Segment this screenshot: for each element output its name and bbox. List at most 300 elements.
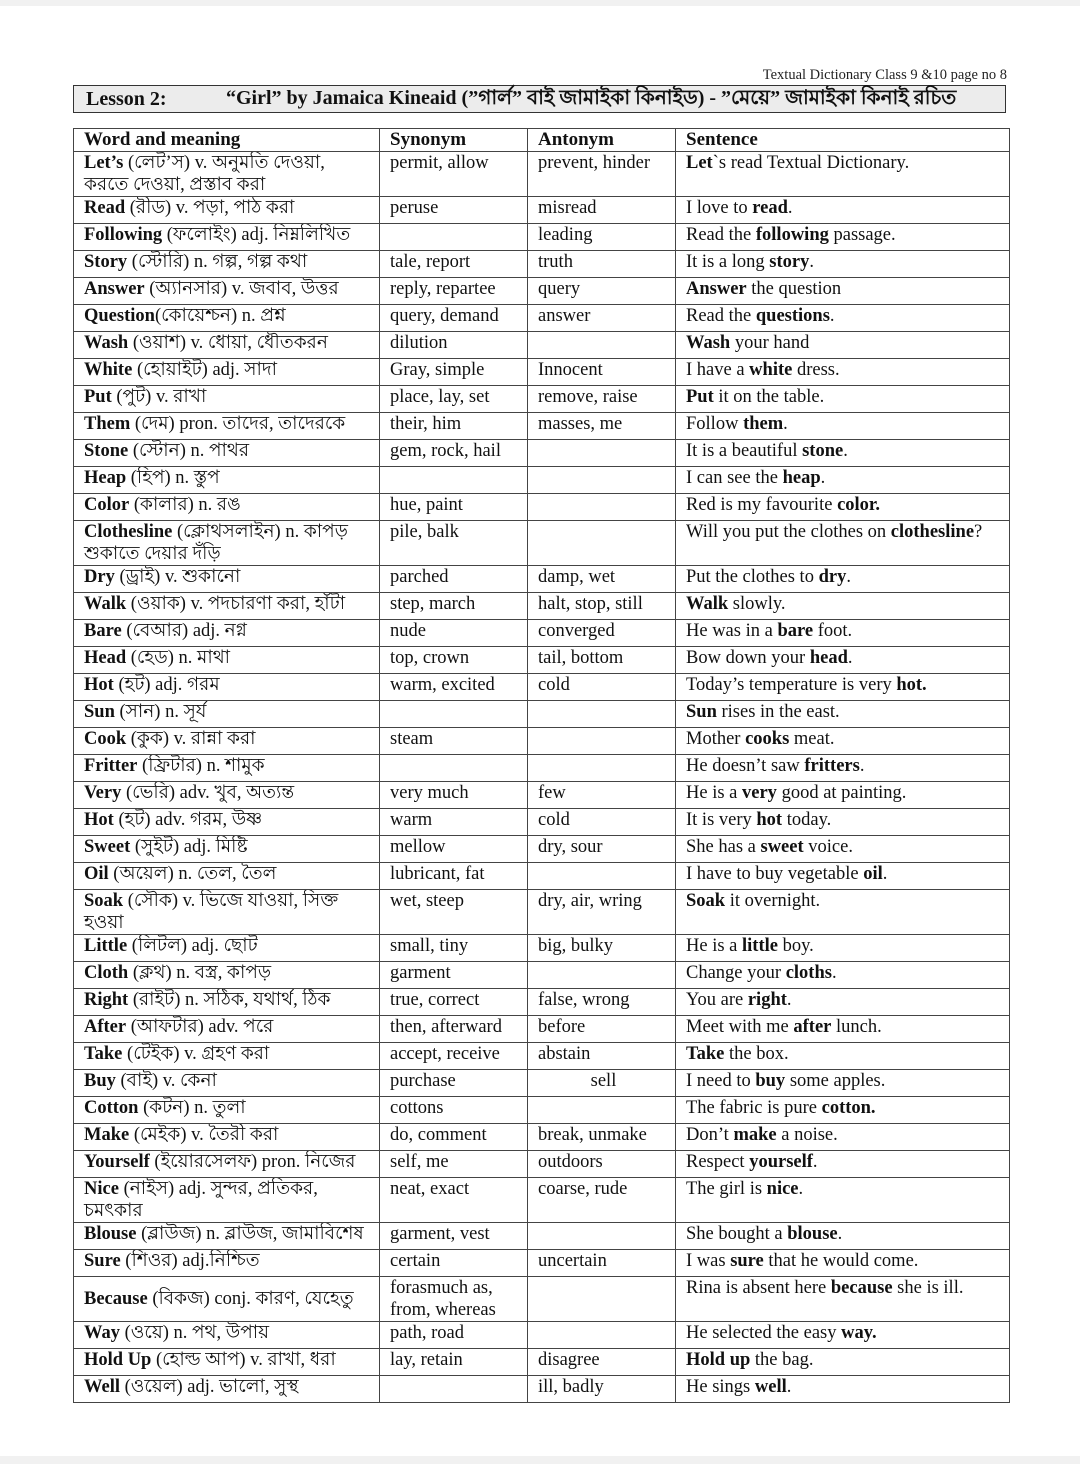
sentence-cell [676, 152, 1010, 197]
header-word-meaning: Word and meaning [74, 129, 380, 152]
word-meaning-cell [74, 359, 380, 386]
sentence-text: I have to buy vegetable [686, 864, 864, 884]
sentence-text: it on the table. [713, 387, 825, 407]
synonym-cell: do, comment [380, 1124, 528, 1151]
sentence-cell [676, 1349, 1010, 1376]
sentence-keyword: dry [818, 567, 847, 587]
word-meaning-cell [74, 593, 380, 620]
sentence-cell [676, 521, 1010, 566]
word-meaning-cell [74, 890, 380, 935]
word-meaning-cell [74, 809, 380, 836]
meaning: (টেইক) v. গ্রহণ করা [122, 1044, 270, 1064]
sentence-cell [676, 647, 1010, 674]
sentence-keyword: hot. [896, 675, 927, 695]
word: Color [84, 495, 130, 515]
sentence-text: . [829, 306, 835, 326]
word-meaning-cell [74, 197, 380, 224]
word: Very [84, 783, 122, 803]
meaning: (রীড) v. পড়া, পাঠ করা [125, 198, 295, 218]
synonym-cell [380, 224, 528, 251]
sentence-cell [676, 1043, 1010, 1070]
antonym-cell: prevent, hinder [528, 152, 676, 197]
word: Wash [84, 333, 129, 353]
table-row [74, 647, 1010, 674]
table-row [74, 251, 1010, 278]
word: Sure [84, 1251, 121, 1271]
sentence-keyword: Take [686, 1044, 725, 1064]
sentence-cell [676, 305, 1010, 332]
word-meaning-cell [74, 962, 380, 989]
table-row [74, 1016, 1010, 1043]
sentence-text: Follow [686, 414, 744, 434]
sentence-cell [676, 674, 1010, 701]
meaning: (ওয়াক) v. পদচারণা করা, হাঁটা [126, 594, 346, 614]
word-meaning-cell [74, 863, 380, 890]
antonym-cell [528, 1322, 676, 1349]
antonym-cell: converged [528, 620, 676, 647]
sentence-text: slowly. [728, 594, 786, 614]
word: Sun [84, 702, 115, 722]
sentence-text: She has a [686, 837, 761, 857]
antonym-cell [528, 1223, 676, 1250]
word: Blouse [84, 1224, 137, 1244]
sentence-keyword: cloths [785, 963, 832, 983]
sentence-text: good at painting. [776, 783, 907, 803]
table-row [74, 566, 1010, 593]
table-row [74, 620, 1010, 647]
meaning: (আফটার) adv. পরে [126, 1017, 274, 1037]
table-row [74, 440, 1010, 467]
sentence-cell [676, 836, 1010, 863]
antonym-cell [528, 332, 676, 359]
sentence-text: It is a beautiful [686, 441, 803, 461]
table-row [74, 386, 1010, 413]
word: Stone [84, 441, 129, 461]
table-row [74, 1097, 1010, 1124]
sentence-keyword: bare [777, 621, 814, 641]
sentence-text: . [787, 198, 793, 218]
antonym-cell [528, 521, 676, 566]
sentence-cell [676, 755, 1010, 782]
antonym-cell: coarse, rude [528, 1178, 676, 1223]
sentence-cell [676, 620, 1010, 647]
sentence-cell [676, 251, 1010, 278]
word: After [84, 1017, 127, 1037]
word: Nice [84, 1179, 119, 1199]
antonym-cell: damp, wet [528, 566, 676, 593]
sentence-keyword: very [742, 783, 777, 803]
antonym-cell: query [528, 278, 676, 305]
antonym-cell: misread [528, 197, 676, 224]
word: Oil [84, 864, 109, 884]
header-sentence: Sentence [676, 129, 1010, 152]
sentence-cell [676, 1124, 1010, 1151]
sentence-text: Bow down your [686, 648, 810, 668]
sentence-cell [676, 566, 1010, 593]
synonym-cell [380, 755, 528, 782]
meaning: (দেম) pron. তাদের, তাদেরকে [130, 414, 346, 434]
table-row [74, 413, 1010, 440]
sentence-text: . [843, 441, 848, 461]
synonym-cell: lubricant, fat [380, 863, 528, 890]
sentence-text: I need to [686, 1071, 756, 1091]
sentence-text: meat. [789, 729, 835, 749]
sentence-keyword: Soak [686, 891, 726, 911]
sentence-keyword: questions [755, 306, 830, 326]
sentence-text: Read the [686, 225, 756, 245]
word-meaning-cell [74, 1277, 380, 1322]
sentence-cell [676, 593, 1010, 620]
top-margin-band [0, 0, 1080, 6]
word-meaning-cell [74, 701, 380, 728]
word-meaning-cell [74, 935, 380, 962]
sentence-text: Red is my favourite [686, 495, 838, 515]
word-meaning-cell [74, 224, 380, 251]
sentence-text: she is ill. [892, 1278, 964, 1298]
sentence-text: The girl is [686, 1179, 767, 1199]
meaning: (ইয়োরসেলফ) pron. নিজের [149, 1152, 356, 1172]
sentence-cell [676, 413, 1010, 440]
table-row [74, 674, 1010, 701]
word: Following [84, 225, 163, 245]
sentence-keyword: head [809, 648, 848, 668]
sentence-cell [676, 224, 1010, 251]
synonym-cell: steam [380, 728, 528, 755]
meaning: (অ্যানসার) v. জবাব, উত্তর [144, 279, 339, 299]
sentence-text: He doesn’t saw [686, 756, 805, 776]
sentence-text: Today’s temperature is very [686, 675, 897, 695]
table-row [74, 1376, 1010, 1403]
table-row [74, 809, 1010, 836]
sentence-keyword: them [743, 414, 784, 434]
table-row [74, 359, 1010, 386]
sentence-text: . [831, 963, 837, 983]
word: Story [84, 252, 128, 272]
sentence-cell [676, 1277, 1010, 1322]
sentence-text: He sings [686, 1377, 755, 1397]
word-meaning-cell [74, 1016, 380, 1043]
word-meaning-cell [74, 1124, 380, 1151]
sentence-keyword: oil [863, 864, 883, 884]
meaning: (নাইস) adj. সুন্দর, প্রতিকর, চমৎকার [84, 1179, 318, 1221]
meaning: (সুইট) adj. মিষ্টি [130, 837, 248, 857]
word-meaning-cell [74, 647, 380, 674]
sentence-text: . [786, 1377, 792, 1397]
sentence-text: I have a [686, 360, 750, 380]
word-meaning-cell [74, 1070, 380, 1097]
meaning: (ফ্রিটার) n. শামুক [137, 756, 265, 776]
meaning: (পুট) v. রাখা [111, 387, 207, 407]
word-meaning-cell [74, 674, 380, 701]
synonym-cell: their, him [380, 413, 528, 440]
word: Clothesline [84, 522, 173, 542]
antonym-cell: abstain [528, 1043, 676, 1070]
word: Cotton [84, 1098, 139, 1118]
sentence-text: ? [974, 522, 983, 542]
word: Head [84, 648, 127, 668]
antonym-cell: outdoors [528, 1151, 676, 1178]
word: Dry [84, 567, 115, 587]
sentence-keyword: Let [686, 153, 713, 173]
antonym-cell: disagree [528, 1349, 676, 1376]
synonym-cell: dilution [380, 332, 528, 359]
sentence-text: a noise. [776, 1125, 838, 1145]
sentence-keyword: Walk [686, 594, 729, 614]
word-meaning-cell [74, 1151, 380, 1178]
sentence-text: . [786, 990, 792, 1010]
antonym-cell [528, 863, 676, 890]
antonym-cell: big, bulky [528, 935, 676, 962]
antonym-cell: uncertain [528, 1250, 676, 1277]
word: Hold Up [84, 1350, 152, 1370]
header-synonym: Synonym [380, 129, 528, 152]
synonym-cell: pile, balk [380, 521, 528, 566]
sentence-cell [676, 1151, 1010, 1178]
sentence-text: He selected the easy [686, 1323, 842, 1343]
antonym-cell [528, 1097, 676, 1124]
sentence-text: . [847, 648, 853, 668]
word: Question [84, 306, 155, 326]
table-row [74, 278, 1010, 305]
meaning: (সৌক) v. ভিজে যাওয়া, সিক্ত হওয়া [84, 891, 339, 933]
word-meaning-cell [74, 1223, 380, 1250]
sentence-text: I love to [686, 198, 753, 218]
meaning: (কটন) n. তুলা [138, 1098, 246, 1118]
meaning: (ভেরি) adv. খুব, অত্যন্ত [121, 783, 295, 803]
table-row [74, 782, 1010, 809]
synonym-cell [380, 467, 528, 494]
sentence-keyword: blouse [787, 1224, 838, 1244]
word-meaning-cell [74, 728, 380, 755]
word: Answer [84, 279, 145, 299]
sentence-cell [676, 386, 1010, 413]
antonym-cell [528, 728, 676, 755]
table-header [74, 129, 1010, 152]
word-meaning-cell [74, 440, 380, 467]
sentence-cell [676, 782, 1010, 809]
table-row [74, 863, 1010, 890]
antonym-cell [528, 701, 676, 728]
word: Buy [84, 1071, 116, 1091]
meaning: (ওয়াশ) v. ধোয়া, ধৌতকরন [128, 333, 328, 353]
sentence-text: Put the clothes to [686, 567, 819, 587]
sentence-keyword: hot [756, 810, 783, 830]
table-row [74, 1349, 1010, 1376]
sentence-cell [676, 935, 1010, 962]
sentence-text: Respect [686, 1152, 750, 1172]
sentence-text: lunch. [831, 1017, 882, 1037]
table-row [74, 890, 1010, 935]
table-row [74, 1124, 1010, 1151]
table-row [74, 935, 1010, 962]
sentence-keyword: Answer [686, 279, 747, 299]
sentence-text: Rina is absent here [686, 1278, 831, 1298]
meaning: (ব্লাউজ) n. ব্লাউজ, জামাবিশেষ [136, 1224, 364, 1244]
sentence-cell [676, 989, 1010, 1016]
word: Take [84, 1044, 123, 1064]
lesson-title: “Girl” by Jamaica Kineaid (”গার্ল” বাই জামাইকা কিনাইড) - ”মেয়ে” জামাইকা কিনাই রচিত [226, 86, 957, 109]
antonym-cell: tail, bottom [528, 647, 676, 674]
sentence-cell [676, 494, 1010, 521]
sentence-keyword: fritters [804, 756, 860, 776]
synonym-cell [380, 701, 528, 728]
sentence-text: Will you put the clothes on [686, 522, 891, 542]
table-row [74, 728, 1010, 755]
antonym-cell: sell [528, 1070, 676, 1097]
sentence-cell [676, 332, 1010, 359]
sentence-cell [676, 863, 1010, 890]
sentence-keyword: Put [686, 387, 714, 407]
sentence-keyword: buy [755, 1071, 786, 1091]
meaning: (ফলোইং) adj. নিম্নলিখিত [162, 225, 351, 245]
sentence-text: . [846, 567, 851, 587]
sentence-text: `s read Textual Dictionary. [712, 153, 910, 173]
table-row [74, 521, 1010, 566]
sentence-keyword: color. [837, 495, 881, 515]
sentence-keyword: clothesline [890, 522, 975, 542]
sentence-cell [676, 440, 1010, 467]
sentence-text: I can see the [686, 468, 783, 488]
meaning: (হিপ) n. স্তুপ [126, 468, 220, 488]
sentence-text: . [820, 468, 826, 488]
antonym-cell [528, 440, 676, 467]
dictionary-table [73, 128, 1010, 1403]
sentence-text: boy. [777, 936, 814, 956]
lesson-header [73, 85, 1006, 113]
word-meaning-cell [74, 782, 380, 809]
synonym-cell: then, afterward [380, 1016, 528, 1043]
sentence-text: Meet with me [686, 1017, 794, 1037]
antonym-cell [528, 755, 676, 782]
table-row [74, 1070, 1010, 1097]
table-row [74, 467, 1010, 494]
meaning: (স্টোন) n. পাথর [128, 441, 250, 461]
meaning: (হেড) n. মাথা [126, 648, 231, 668]
table-row [74, 1043, 1010, 1070]
sentence-text: . [783, 414, 788, 434]
table-row [74, 755, 1010, 782]
sentence-keyword: sure [730, 1251, 764, 1271]
meaning: (স্টোরি) n. গল্প, গল্প কথা [127, 252, 308, 272]
antonym-cell: before [528, 1016, 676, 1043]
sentence-cell [676, 197, 1010, 224]
synonym-cell: self, me [380, 1151, 528, 1178]
word: Bare [84, 621, 122, 641]
table-row [74, 1151, 1010, 1178]
meaning: (ক্লোথসলাইন) n. কাপড় শুকাতে দেয়ার দঁড়ি [84, 522, 348, 564]
sentence-cell [676, 728, 1010, 755]
meaning: (লেট’স) v. অনুমতি দেওয়া, করতে দেওয়া, প্রস্তাব করা [84, 153, 325, 195]
word: Make [84, 1125, 130, 1145]
sentence-keyword: cooks [745, 729, 790, 749]
word-meaning-cell [74, 836, 380, 863]
sentence-text: . [882, 864, 888, 884]
sentence-text: You are [686, 990, 748, 1010]
antonym-cell: few [528, 782, 676, 809]
word: White [84, 360, 133, 380]
synonym-cell: certain [380, 1250, 528, 1277]
bottom-margin-band [0, 1456, 1080, 1464]
word-meaning-cell [74, 1043, 380, 1070]
sentence-keyword: make [733, 1125, 777, 1145]
sentence-cell [676, 467, 1010, 494]
sentence-text: the question [746, 279, 842, 299]
table-row [74, 1178, 1010, 1223]
word: Cook [84, 729, 127, 749]
word-meaning-cell [74, 755, 380, 782]
table-row [74, 152, 1010, 197]
antonym-cell: halt, stop, still [528, 593, 676, 620]
synonym-cell: wet, steep [380, 890, 528, 935]
word-meaning-cell [74, 251, 380, 278]
sentence-keyword: Wash [686, 333, 731, 353]
sentence-keyword: sweet [760, 837, 804, 857]
meaning: (বিকজ) conj. কারণ, যেহেতু [147, 1289, 354, 1309]
meaning: (ড্রাই) v. শুকানো [114, 567, 241, 587]
sentence-text: It is very [686, 810, 757, 830]
sentence-text: the box. [724, 1044, 789, 1064]
meaning: (বাই) v. কেনা [115, 1071, 217, 1091]
word-meaning-cell [74, 620, 380, 647]
lesson-number: Lesson 2: [86, 87, 167, 110]
sentence-keyword: because [830, 1278, 893, 1298]
meaning: (বেআর) adj. নগ্ন [121, 621, 247, 641]
sentence-keyword: yourself [749, 1152, 813, 1172]
synonym-cell: purchase [380, 1070, 528, 1097]
word: Heap [84, 468, 127, 488]
sentence-cell [676, 1250, 1010, 1277]
sentence-keyword: after [793, 1017, 832, 1037]
sentence-cell [676, 1070, 1010, 1097]
sentence-text: it overnight. [725, 891, 821, 911]
antonym-cell: leading [528, 224, 676, 251]
sentence-text: your hand [730, 333, 810, 353]
sentence-text: that he would come. [763, 1251, 919, 1271]
word: Let’s [84, 153, 124, 173]
sentence-text: Read the [686, 306, 756, 326]
synonym-cell: place, lay, set [380, 386, 528, 413]
word-meaning-cell [74, 1097, 380, 1124]
sentence-text: She bought a [686, 1224, 788, 1244]
sentence-keyword: Hold up [686, 1350, 751, 1370]
antonym-cell [528, 467, 676, 494]
sentence-keyword: well [754, 1377, 787, 1397]
synonym-cell: path, road [380, 1322, 528, 1349]
synonym-cell: parched [380, 566, 528, 593]
meaning: (লিটল) adj. ছোট [127, 936, 258, 956]
synonym-cell: small, tiny [380, 935, 528, 962]
sentence-cell [676, 1322, 1010, 1349]
synonym-cell: mellow [380, 836, 528, 863]
synonym-cell: hue, paint [380, 494, 528, 521]
antonym-cell [528, 962, 676, 989]
sentence-text: The fabric is pure [686, 1098, 822, 1118]
antonym-cell: answer [528, 305, 676, 332]
sentence-text: today. [782, 810, 832, 830]
table-row [74, 701, 1010, 728]
synonym-cell: tale, report [380, 251, 528, 278]
sentence-keyword: white [749, 360, 793, 380]
sentence-text: He was in a [686, 621, 778, 641]
synonym-cell: warm, excited [380, 674, 528, 701]
sentence-keyword: nice [766, 1179, 799, 1199]
word: Them [84, 414, 131, 434]
sentence-text: passage. [828, 225, 896, 245]
synonym-cell: warm [380, 809, 528, 836]
word: Cloth [84, 963, 129, 983]
sentence-text: Mother [686, 729, 746, 749]
synonym-cell: lay, retain [380, 1349, 528, 1376]
